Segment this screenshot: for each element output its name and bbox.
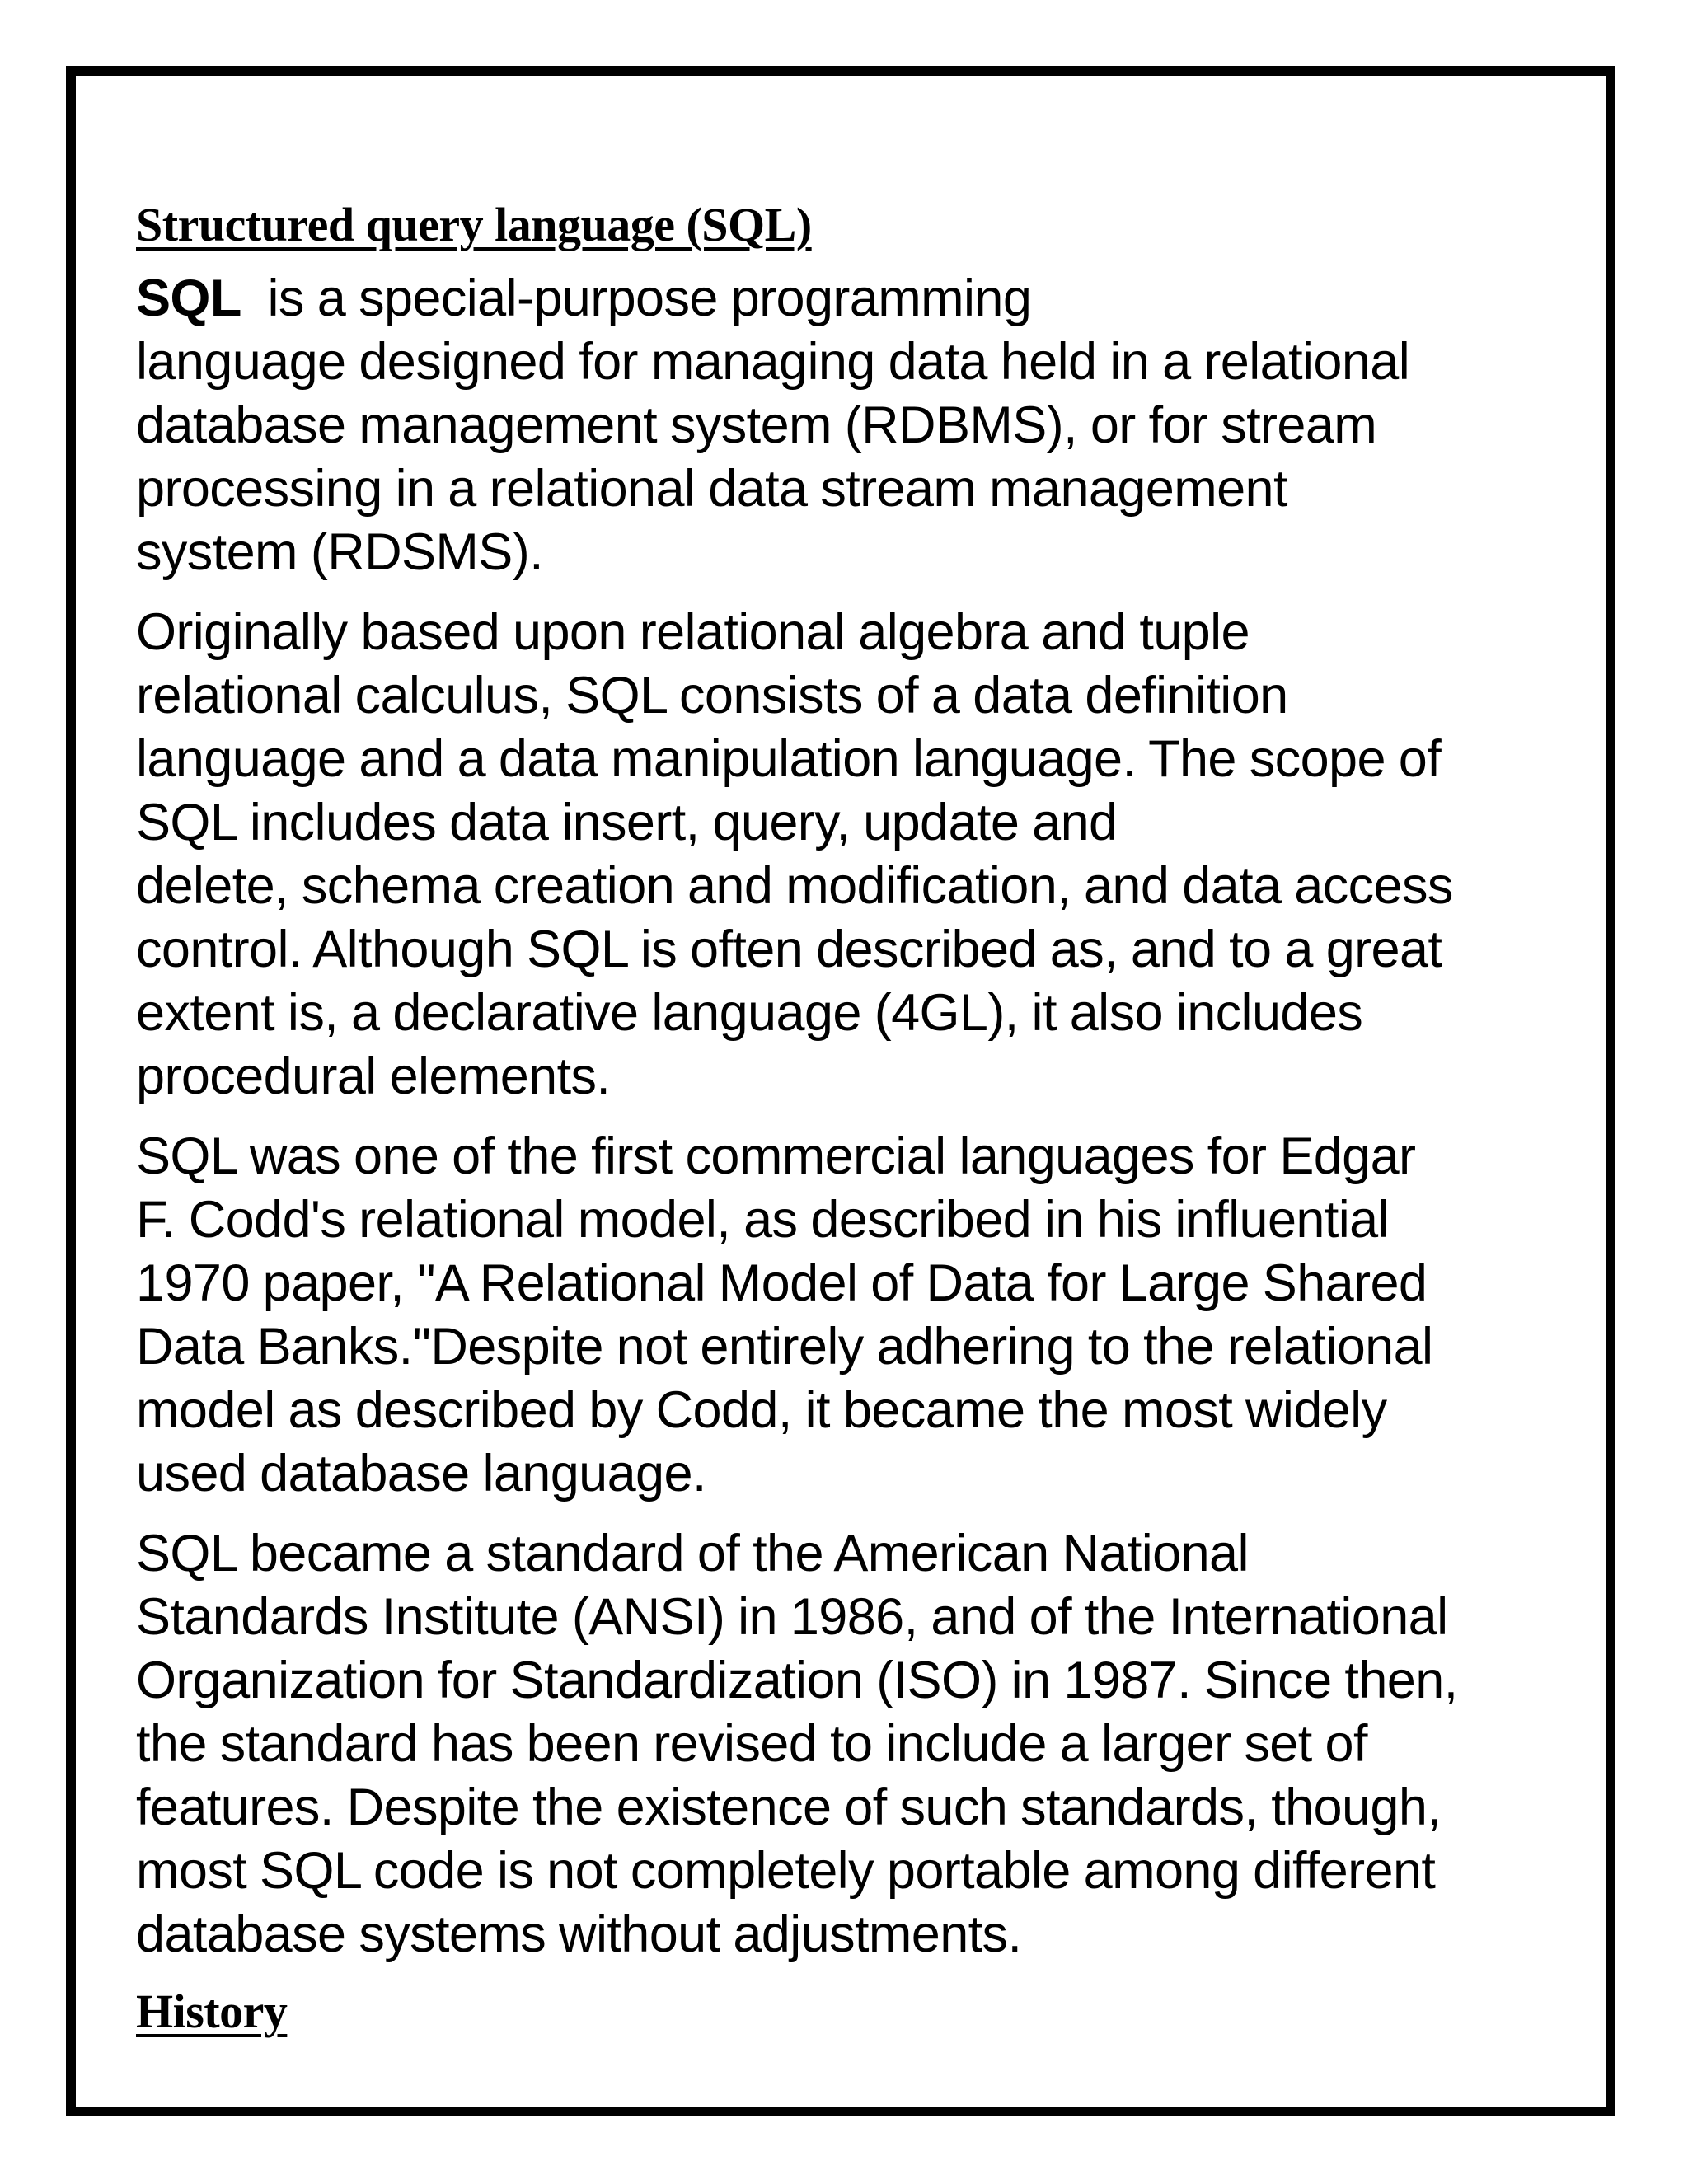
paragraph-line: SQL became a standard of the American National: [136, 1525, 1249, 1582]
paragraph-line: most SQL code is not completely portable among different: [136, 1842, 1436, 1900]
paragraph-line: relational calculus, SQL consists of a data definition: [136, 667, 1288, 724]
paragraph-line: delete, schema creation and modification, and data access: [136, 857, 1453, 915]
paragraph-line: Originally based upon relational algebra and tuple: [136, 603, 1250, 661]
history-heading: History: [136, 1985, 288, 2038]
paragraph-line: Organization for Standardization (ISO) in 1987. Since then,: [136, 1652, 1458, 1709]
intro-line-0: [136, 267, 1587, 330]
intro-line: database management system (RDBMS), or for stream: [136, 396, 1377, 454]
paragraph-line: SQL includes data insert, query, update and: [136, 794, 1118, 851]
intro-line: processing in a relational data stream management: [136, 460, 1287, 518]
paragraph-line: the standard has been revised to include a larger set of: [136, 1715, 1367, 1773]
paragraph-line: Data Banks."Despite not entirely adhering to the relational: [136, 1318, 1433, 1376]
paragraph-line: SQL was one of the first commercial languages for Edgar: [136, 1127, 1416, 1185]
intro-first-line-rest: is a special-purpose programming: [267, 269, 1032, 327]
paragraph-line: procedural elements.: [136, 1047, 611, 1105]
intro-term: SQL: [136, 269, 241, 327]
intro-paragraph: [136, 267, 1587, 584]
paragraph-line: 1970 paper, "A Relational Model of Data for Large Shared: [136, 1254, 1428, 1312]
paragraph-codd: [136, 1125, 1587, 1506]
paragraph-line: extent is, a declarative language (4GL), it also includes: [136, 984, 1363, 1042]
paragraph-line: F. Codd's relational model, as described in his influential: [136, 1191, 1389, 1249]
paragraph-line: database systems without adjustments.: [136, 1905, 1022, 1963]
paragraph-line: model as described by Codd, it became the most widely: [136, 1381, 1387, 1439]
paragraph-origins: [136, 601, 1587, 1108]
paragraph-line: language and a data manipulation language. The scope of: [136, 730, 1442, 788]
intro-line: system (RDSMS).: [136, 523, 544, 581]
intro-line: language designed for managing data held in a relational: [136, 333, 1410, 391]
document-content: [136, 196, 1587, 2041]
paragraph-line: features. Despite the existence of such standards, though,: [136, 1779, 1442, 1836]
paragraph-line: used database language.: [136, 1445, 706, 1502]
paragraph-line: Standards Institute (ANSI) in 1986, and of the International: [136, 1588, 1448, 1646]
paragraph-line: control. Although SQL is often described as, and to a great: [136, 921, 1442, 978]
paragraph-standards: [136, 1522, 1587, 1966]
page-title: Structured query language (SQL): [136, 198, 812, 251]
